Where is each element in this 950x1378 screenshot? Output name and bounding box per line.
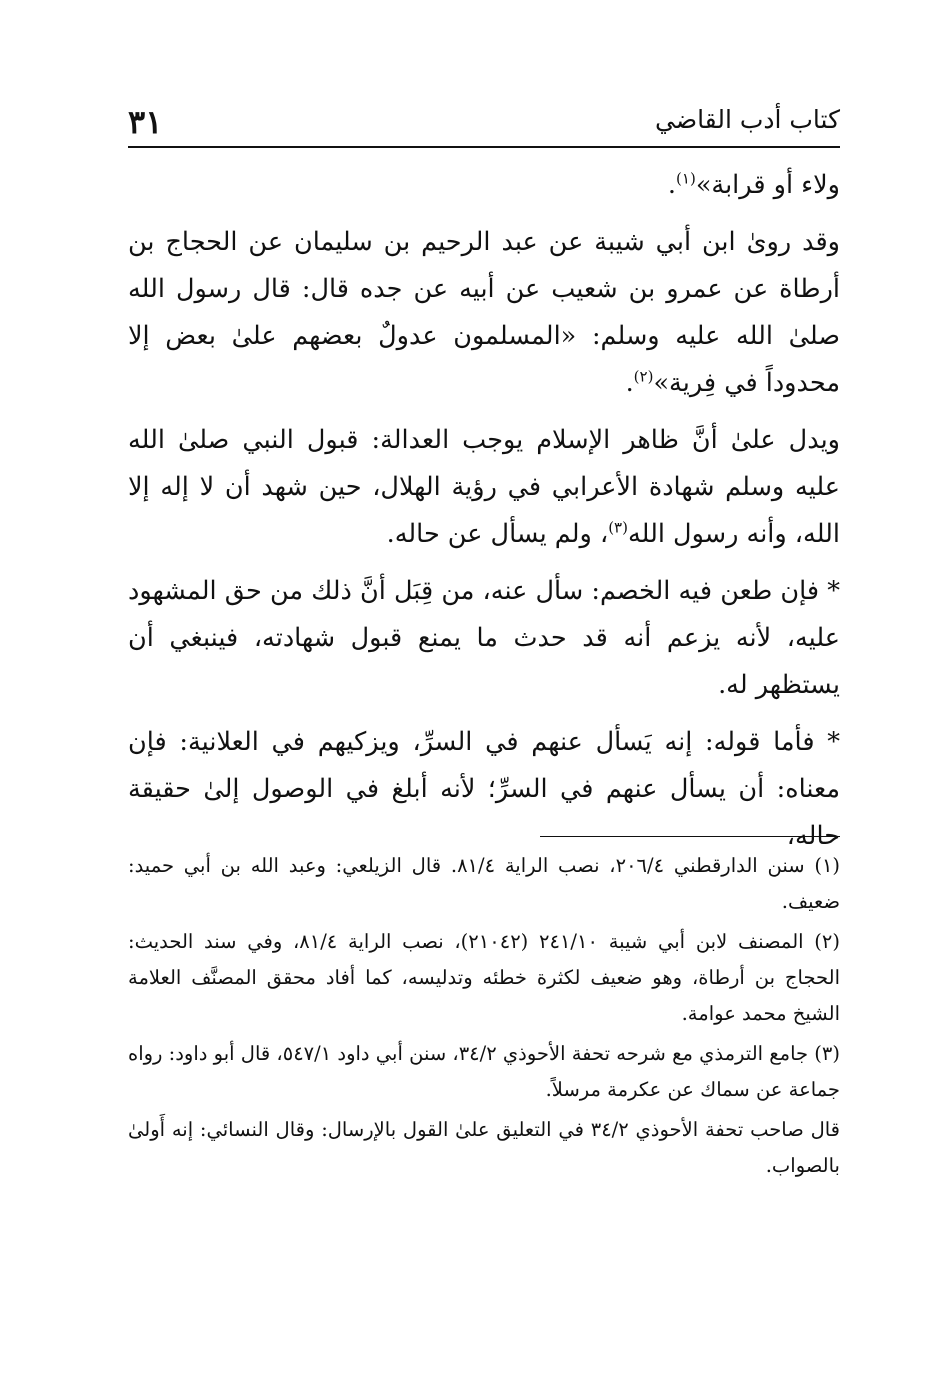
paragraph-2 bbox=[128, 219, 840, 407]
paragraph-2-text: وقد رویٰ ابن أبي شيبة عن عبد الرحيم بن سليمان عن الحجاج بن أرطاة عن عمرو بن شعيب عن أبيه عن جده قال: قال رسول الله صلىٰ الله عليه وسلم: «المسلمون عدولٌ بعضهم علىٰ بعض إلا محدوداً في فِرية» bbox=[128, 227, 840, 398]
footnote-separator bbox=[540, 836, 840, 837]
paragraph-2-end: . bbox=[625, 368, 634, 398]
paragraph-5: * فأما قوله: إنه يَسأل عنهم في السرِّ، ويزكيهم في العلانية: فإن معناه: أن يسأل عنهم في السرِّ؛ لأنه أبلغ في الوصول إلىٰ حقيقة حاله، bbox=[128, 727, 840, 851]
footnote-ref-3: (٣) bbox=[608, 518, 628, 537]
page-number: ٣١ bbox=[128, 103, 163, 141]
paragraph-3-end: ، ولم يسأل عن حاله. bbox=[386, 519, 609, 549]
paragraph-3 bbox=[128, 417, 840, 558]
paragraph-1-end: . bbox=[667, 170, 677, 200]
footnote-3: (٣) جامع الترمذي مع شرحه تحفة الأحوذي ٣٤/٢، سنن أبي داود ٥٤٧/١، قال أبو داود: رواه جماعة عن سماك عن عكرمة مرسلاً. bbox=[128, 1042, 840, 1101]
paragraph-1 bbox=[128, 162, 840, 209]
footnote-3-continued: قال صاحب تحفة الأحوذي ٣٤/٢ في التعليق علىٰ القول بالإرسال: وقال النسائي: إنه أَولىٰ بالصواب. bbox=[128, 1118, 840, 1177]
footnote-1: (١) سنن الدارقطني ٢٠٦/٤، نصب الراية ٨١/٤. قال الزيلعي: وعبد الله بن أبي حميد: ضعيف. bbox=[128, 854, 841, 913]
main-text bbox=[128, 162, 840, 870]
paragraph-4: * فإن طعن فيه الخصم: سأل عنه، من قِبَل أنَّ ذلك من حق المشهود عليه، لأنه يزعم أنه قد حدث ما يمنع قبول شهادته، فينبغي أن يستظهر له. bbox=[128, 576, 840, 700]
footnote-ref-1: (١) bbox=[676, 169, 696, 188]
page-header bbox=[128, 96, 840, 148]
paragraph-1-text: ولاء أو قرابة» bbox=[695, 170, 840, 200]
footnote-2: (٢) المصنف لابن أبي شيبة ٢٤١/١٠ (٢١٠٤٢)، نصب الراية ٨١/٤، وفي سند الحديث: الحجاج بن أرطاة، وهو ضعيف لكثرة خطئه وتدليسه، كما أفاد محقق المصنَّف العلامة الشيخ محمد عوامة. bbox=[128, 930, 841, 1025]
running-title: كتاب أدب القاضي bbox=[655, 105, 840, 134]
paragraph-3-text: ويدل علىٰ أنَّ ظاهر الإسلام يوجب العدالة: قبول النبي صلىٰ الله عليه وسلم شهادة الأعرابي في رؤية الهلال، حين شهد أن لا إله إلا الله، وأنه رسول الله bbox=[128, 425, 840, 549]
footnotes bbox=[128, 848, 840, 1188]
footnote-ref-2: (٢) bbox=[633, 367, 654, 386]
